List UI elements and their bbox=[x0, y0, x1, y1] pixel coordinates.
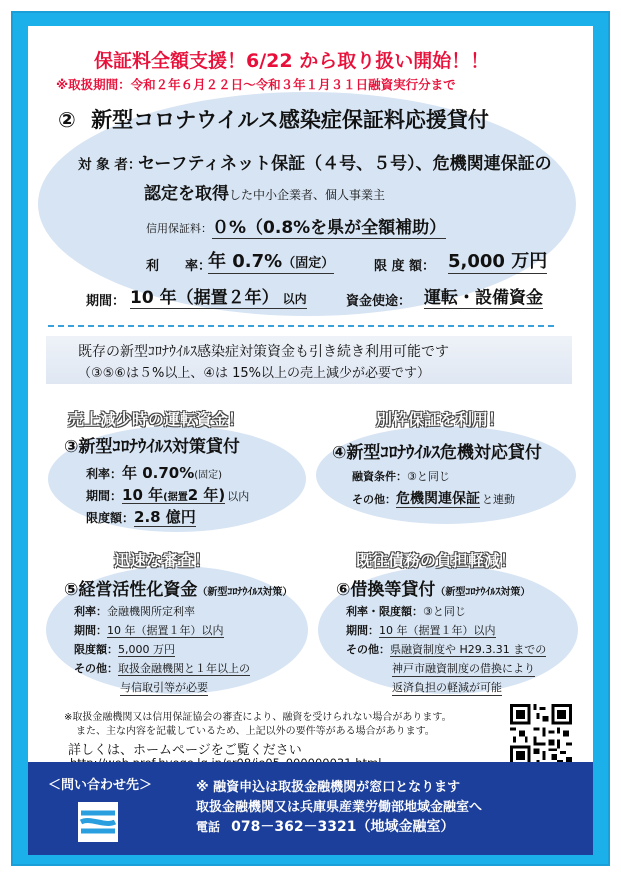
box6-rate-value: ③と同じ bbox=[423, 605, 466, 618]
box5-rate-value: 金融機関所定利率 bbox=[107, 605, 195, 618]
box5-title: ⑤経営活性化資金 bbox=[64, 580, 198, 600]
box6-rate bbox=[346, 603, 466, 619]
target-line2a: 認定を取得 bbox=[144, 184, 229, 204]
box5-title-note: （新型ｺﾛﾅｳｲﾙｽ対策） bbox=[197, 587, 293, 598]
box5-term-value: 10 年（据置１年）以内 bbox=[107, 624, 224, 637]
target-label: 対 象 者： bbox=[78, 157, 142, 173]
box3-term-mid: (据置 bbox=[163, 492, 188, 503]
fee-label: 信用保証料： bbox=[146, 222, 212, 235]
qr-code-icon bbox=[510, 704, 572, 766]
box3-limit bbox=[86, 506, 196, 527]
box5-limit-label: 限度額： bbox=[74, 643, 118, 656]
rate-label: 利 率： bbox=[146, 259, 212, 274]
box4-other-label: その他： bbox=[352, 493, 396, 506]
box6-other-value2: 神戸市融資制度の借換により bbox=[392, 662, 535, 675]
limit-value: 5,000 万円 bbox=[448, 247, 547, 274]
box6-other-label: その他： bbox=[346, 643, 390, 656]
term-label: 期間： bbox=[86, 294, 126, 309]
tel-value: 078－362－3321（地域金融室） bbox=[231, 819, 455, 835]
box4-catch: 別枠保証を利用！ bbox=[376, 410, 505, 429]
box6-title: ⑥借換等貸付 bbox=[336, 580, 436, 600]
box6-other bbox=[346, 641, 546, 657]
box5-limit bbox=[74, 641, 175, 657]
footer-line1: ※ 融資申込は取扱金融機関が窓口となります bbox=[196, 780, 461, 795]
box6-other-value1: 県融資制度や H29.3.31 までの bbox=[390, 643, 547, 656]
box4-req-value: ③と同じ bbox=[407, 470, 450, 483]
dashed-divider bbox=[48, 325, 554, 327]
fee-value: ０%（0.8%を県が全額補助） bbox=[212, 213, 446, 239]
box3-term-mid2: 2 年) bbox=[187, 486, 226, 504]
box3-term-value: 10 年 bbox=[122, 486, 164, 504]
term-note: 以内 bbox=[282, 292, 307, 306]
target-line2b: した中小企業者、個人事業主 bbox=[229, 188, 386, 202]
box3-rate-value: 年 0.70% bbox=[122, 464, 195, 482]
box4-other-note: と連動 bbox=[482, 493, 515, 506]
box5-title-row bbox=[64, 575, 292, 600]
period: ※取扱期間：令和２年６月２２日～令和３年１月３１日融資実行分まで bbox=[56, 77, 456, 92]
box6-rate-label: 利率・限度額： bbox=[346, 605, 423, 618]
box3-title: ③新型ｺﾛﾅｳｲﾙｽ対策貸付 bbox=[64, 437, 240, 457]
box6-catch: 既往債務の負担軽減！ bbox=[356, 551, 517, 570]
target-line1: セーフティネット保証（４号、５号）、危機関連保証の bbox=[138, 154, 552, 174]
box3-limit-value: 2.8 億円 bbox=[134, 508, 196, 526]
notice-line2: （③⑤⑥は５%以上、④は 15%以上の売上減少が必要です） bbox=[78, 366, 430, 381]
footer-line2: 取扱金融機関又は兵庫県産業労働部地域金融室へ bbox=[196, 800, 483, 815]
box3-term-label: 期間： bbox=[86, 489, 123, 503]
box5-limit-value: 5,000 万円 bbox=[118, 643, 175, 656]
tel-label: 電話 bbox=[196, 820, 221, 834]
contact-label: ＜問い合わせ先＞ bbox=[48, 778, 153, 793]
box4-req-label: 融資条件： bbox=[352, 470, 407, 483]
box5-rate bbox=[74, 603, 195, 619]
box3-rate-note: (固定) bbox=[194, 470, 223, 481]
box3-term bbox=[86, 484, 249, 505]
box3-rate bbox=[86, 462, 222, 483]
box6-term bbox=[346, 622, 496, 638]
box4-other-value: 危機関連保証 bbox=[396, 491, 480, 507]
box4-req bbox=[352, 468, 450, 484]
use-label: 資金使途： bbox=[346, 294, 412, 309]
notes-line1: ※取扱金融機関又は信用保証協会の審査により、融資を受けられない場合があります。 bbox=[64, 712, 452, 723]
box6-term-value: 10 年（据置１年）以内 bbox=[379, 624, 496, 637]
box5-other-value1: 取扱金融機関と１年以上の bbox=[118, 662, 250, 675]
box6-title-note: （新型ｺﾛﾅｳｲﾙｽ対策） bbox=[435, 587, 531, 598]
use-value: 運転・設備資金 bbox=[424, 283, 543, 309]
box3-term-note: 以内 bbox=[227, 490, 250, 503]
notice-line1: 既存の新型ｺﾛﾅｳｲﾙｽ感染症対策資金も引き続き利用可能です bbox=[78, 344, 449, 360]
term-value: 10 年（据置２年） bbox=[130, 288, 279, 308]
headline: 保証料全額支援！6/22 から取り扱い開始！！ bbox=[94, 50, 490, 72]
main-title bbox=[58, 104, 489, 134]
rate-value: 年 0.7% bbox=[208, 251, 283, 272]
box3-limit-label: 限度額： bbox=[86, 511, 135, 525]
main-title-text: 新型コロナウイルス感染症保証料応援貸付 bbox=[91, 108, 489, 132]
limit-label: 限 度 額： bbox=[374, 259, 436, 274]
term-value-group bbox=[130, 283, 307, 309]
box6-other-value3: 返済負担の軽減が可能 bbox=[392, 681, 502, 694]
box5-rate-label: 利率： bbox=[74, 605, 107, 618]
item-number: ② bbox=[58, 108, 76, 132]
box6-title-row bbox=[336, 575, 530, 600]
box4-other bbox=[352, 488, 515, 508]
box5-term bbox=[74, 622, 224, 638]
box5-catch: 迅速な審査！ bbox=[114, 551, 211, 570]
rate-value-group bbox=[208, 247, 334, 274]
notes-more: 詳しくは、ホームページをご覧ください bbox=[68, 743, 302, 758]
box3-rate-label: 利率： bbox=[86, 467, 123, 481]
box5-term-label: 期間： bbox=[74, 624, 107, 637]
box3-catch: 売上減少時の運転資金！ bbox=[68, 410, 245, 429]
box5-other-label: その他： bbox=[74, 662, 118, 675]
rate-note: （固定） bbox=[282, 256, 335, 271]
hyogo-logo-icon bbox=[76, 800, 120, 844]
footer-tel bbox=[196, 816, 455, 836]
notes-line2: また、主な内容を記載しているため、上記以外の要件等がある場合があります。 bbox=[76, 726, 435, 737]
box6-term-label: 期間： bbox=[346, 624, 379, 637]
box5-other-value2: 与信取引等が必要 bbox=[120, 681, 208, 694]
box5-other bbox=[74, 660, 250, 676]
box3-term-group bbox=[122, 486, 226, 504]
target-line2 bbox=[144, 179, 385, 204]
box4-title: ④新型ｺﾛﾅｳｲﾙｽ危機対応貸付 bbox=[332, 443, 542, 463]
